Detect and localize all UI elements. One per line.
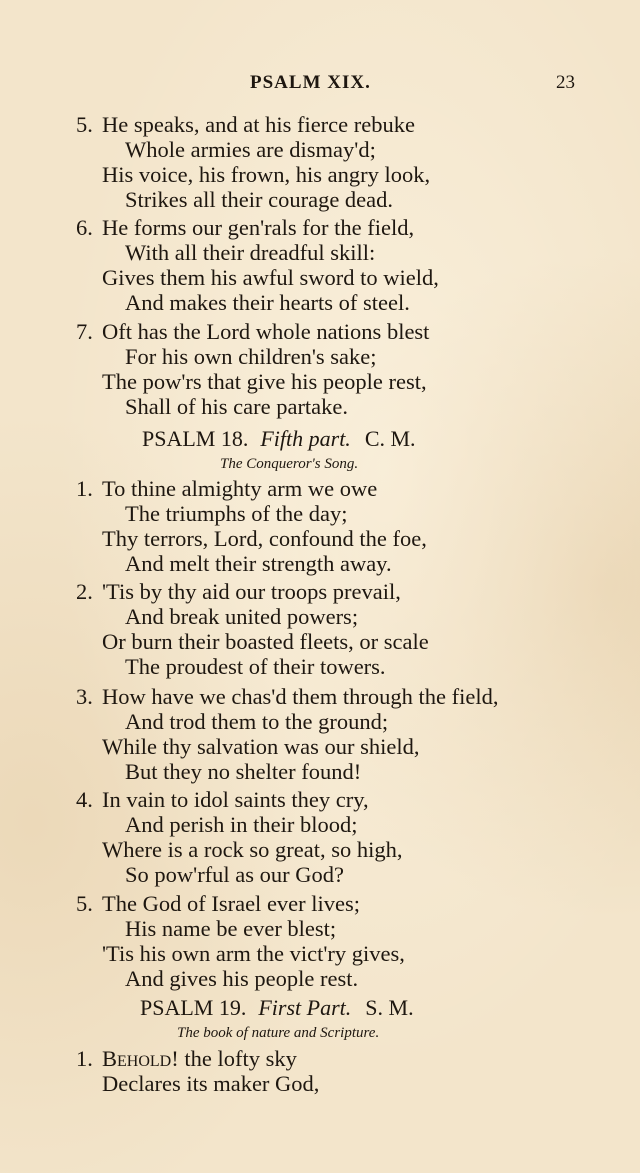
stanza-number: 3. (76, 684, 93, 709)
verse-line: 'Tis by thy aid our troops prevail, (102, 579, 401, 604)
verse-line: For his own children's sake; (125, 344, 377, 369)
verse-line: Shall of his care partake. (125, 394, 349, 419)
verse-line (102, 1048, 297, 1071)
verse-line: Thy terrors, Lord, confound the foe, (102, 526, 427, 551)
verse-line: Declares its maker God, (102, 1071, 320, 1096)
verse-line: The triumphs of the day; (125, 501, 348, 526)
psalm-meter: S. M. (365, 995, 414, 1020)
stanza-number: 7. (76, 319, 93, 344)
verse-line: Whole armies are dismay'd; (125, 137, 376, 162)
verse-line: And melt their strength away. (125, 551, 392, 576)
verse-line: And gives his people rest. (125, 966, 359, 991)
verse-line: The God of Israel ever lives; (102, 891, 361, 916)
first-word: Behold (102, 1046, 172, 1071)
verse-line: The pow'rs that give his people rest, (102, 369, 427, 394)
verse-line: But they no shelter found! (125, 759, 362, 784)
verse-line: He forms our gen'rals for the field, (102, 215, 415, 240)
psalm-heading (142, 428, 416, 450)
verse-line: While thy salvation was our shield, (102, 734, 420, 759)
stanza-number: 5. (76, 112, 93, 137)
psalm-part: First Part. (258, 995, 352, 1020)
verse-line: And makes their hearts of steel. (125, 290, 410, 315)
stanza-number: 1. (76, 1046, 93, 1071)
stanza-number: 1. (76, 476, 93, 501)
psalm-subtitle: The Conqueror's Song. (220, 456, 359, 472)
verse-line: And trod them to the ground; (125, 709, 389, 734)
psalm-meter: C. M. (364, 426, 416, 451)
stanza-number: 6. (76, 215, 93, 240)
verse-line: And perish in their blood; (125, 812, 358, 837)
running-title: PSALM XIX. (250, 72, 371, 93)
psalm-heading (140, 997, 414, 1019)
verse-line: How have we chas'd them through the field, (102, 684, 499, 709)
verse-line: His voice, his frown, his angry look, (102, 162, 431, 187)
verse-line: To thine almighty arm we owe (102, 476, 378, 501)
verse-line: Where is a rock so great, so high, (102, 837, 403, 862)
verse-line: He speaks, and at his fierce rebuke (102, 112, 415, 137)
verse-line: So pow'rful as our God? (125, 862, 345, 887)
verse-line: Or burn their boasted fleets, or scale (102, 629, 429, 654)
verse-line: The proudest of their towers. (125, 654, 386, 679)
stanza-number: 4. (76, 787, 93, 812)
stanza-number: 5. (76, 891, 93, 916)
page-number: 23 (556, 72, 575, 93)
psalm-title: PSALM 18. (142, 426, 249, 451)
verse-line: With all their dreadful skill: (125, 240, 376, 265)
verse-line-rest: ! the lofty sky (171, 1046, 297, 1071)
verse-line: 'Tis his own arm the vict'ry gives, (102, 941, 405, 966)
verse-line: His name be ever blest; (125, 916, 337, 941)
psalm-subtitle: The book of nature and Scripture. (177, 1025, 380, 1041)
verse-line: Oft has the Lord whole nations blest (102, 319, 430, 344)
verse-line: Gives them his awful sword to wield, (102, 265, 439, 290)
psalm-title: PSALM 19. (140, 995, 247, 1020)
stanza-number: 2. (76, 579, 93, 604)
verse-line: Strikes all their courage dead. (125, 187, 394, 212)
verse-line: And break united powers; (125, 604, 359, 629)
verse-line: In vain to idol saints they cry, (102, 787, 369, 812)
psalm-part: Fifth part. (260, 426, 351, 451)
